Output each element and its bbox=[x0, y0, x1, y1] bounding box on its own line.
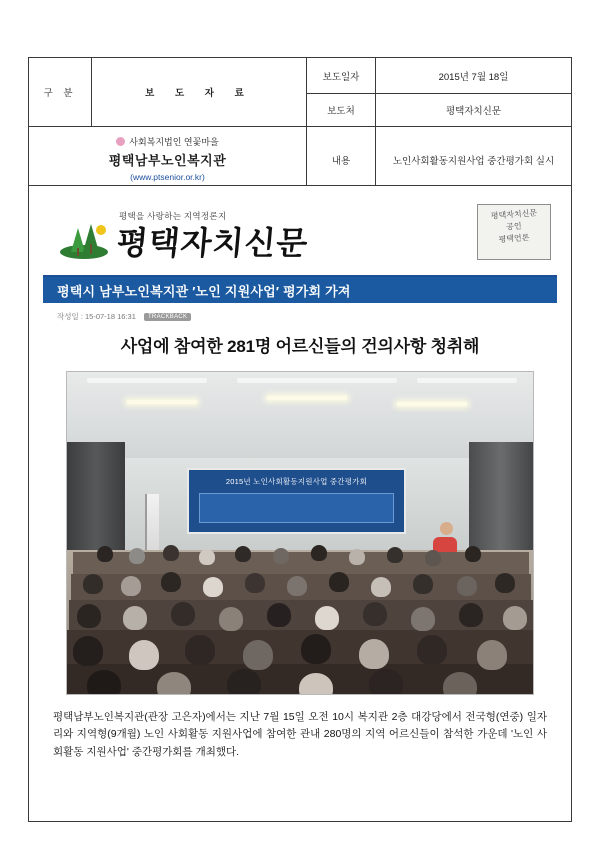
photo-ceiling-panel bbox=[237, 378, 397, 383]
photo-audience-head bbox=[371, 577, 391, 597]
photo-audience-head bbox=[97, 546, 113, 562]
photo-audience-head bbox=[163, 545, 179, 561]
masthead-slogan: 평택을 사랑하는 지역정론지 bbox=[119, 211, 227, 221]
stamp-line-3: 평택언론 bbox=[498, 232, 530, 245]
photo-ceiling-panel bbox=[417, 378, 517, 383]
photo-audience-head bbox=[287, 576, 307, 596]
article-caption: 평택남부노인복지관(관장 고은자)에서는 지난 7월 15일 오전 10시 복지관 2층 대강당에서 전국형(연중) 일자리와 지역형(9개월) 노인 사회활동 지원사업에 참여한 관내 280명의 지역 어르신들이 참석한 가운데 '노인 사회활동 지원사업' 중간평가회를 개최했다. bbox=[53, 711, 547, 758]
photo-audience-head bbox=[235, 546, 251, 562]
stamp-line-1: 평택자치신문 bbox=[490, 208, 538, 221]
photo-ceiling-light bbox=[127, 400, 197, 404]
organization-corporation-text: 사회복지법인 연꽃마을 bbox=[129, 137, 219, 148]
photo-projection-screen bbox=[187, 468, 406, 534]
masthead-stamp bbox=[477, 204, 551, 260]
photo-audience-head bbox=[465, 546, 481, 562]
stamp-line-2: 공인 bbox=[505, 221, 522, 232]
flower-icon bbox=[116, 137, 125, 146]
photo-audience-head bbox=[157, 672, 191, 695]
photo-screen-title: 2015년 노인사회활동지원사업 중간평가회 bbox=[225, 477, 368, 486]
photo-audience-head bbox=[219, 607, 243, 631]
photo-audience-head bbox=[161, 572, 181, 592]
photo-audience-head bbox=[301, 634, 331, 664]
byline-date: 작성일 : 15-07-18 16:31 bbox=[57, 312, 136, 321]
photo-screen-banner bbox=[199, 493, 394, 523]
article-byline bbox=[57, 311, 557, 322]
photo-audience-head bbox=[243, 640, 273, 670]
photo-ceiling bbox=[67, 372, 533, 458]
organization-name: 평택남부노인복지관 bbox=[108, 152, 227, 168]
photo-audience-head bbox=[363, 602, 387, 626]
photo-audience-head bbox=[121, 576, 141, 596]
photo-audience-head bbox=[413, 574, 433, 594]
photo-audience-head bbox=[123, 606, 147, 630]
photo-audience bbox=[67, 540, 533, 694]
photo-audience-head bbox=[299, 673, 333, 695]
photo-ceiling-panel bbox=[87, 378, 207, 383]
photo-audience-head bbox=[459, 603, 483, 627]
table-row bbox=[29, 58, 572, 94]
photo-audience-head bbox=[77, 604, 101, 628]
photo-audience-head bbox=[457, 576, 477, 596]
content-label: 내용 bbox=[307, 127, 376, 194]
content-value: 노인사회활동지원사업 중간평가회 실시 bbox=[376, 127, 572, 194]
press-release-header-table bbox=[28, 57, 572, 194]
photo-audience-head bbox=[359, 639, 389, 669]
photo-ceiling-light bbox=[267, 396, 347, 400]
photo-audience-head bbox=[387, 547, 403, 563]
photo-audience-head bbox=[443, 672, 477, 695]
photo-audience-head bbox=[267, 603, 291, 627]
photo-person-head bbox=[440, 522, 453, 535]
article-photo bbox=[66, 371, 534, 695]
photo-audience-head bbox=[83, 574, 103, 594]
date-label: 보도일자 bbox=[307, 58, 376, 94]
article-subheadline: 사업에 참여한 281명 어르신들의 건의사항 청취해 bbox=[120, 337, 480, 356]
photo-audience-head bbox=[311, 545, 327, 561]
photo-audience-head bbox=[203, 577, 223, 597]
news-article-clipping bbox=[28, 185, 572, 822]
photo-audience-head bbox=[503, 606, 527, 630]
photo-audience-head bbox=[171, 602, 195, 626]
photo-audience-head bbox=[227, 669, 261, 695]
photo-audience-head bbox=[129, 640, 159, 670]
photo-audience-head bbox=[495, 573, 515, 593]
photo-audience-head bbox=[87, 670, 121, 695]
date-value: 2015년 7월 18일 bbox=[376, 58, 572, 94]
photo-audience-head bbox=[199, 549, 215, 565]
photo-audience-head bbox=[315, 606, 339, 630]
photo-audience-head bbox=[425, 550, 441, 566]
article-headline: 평택시 남부노인복지관 ′노인 지원사업′ 평가회 가져 bbox=[57, 284, 351, 299]
newspaper-masthead bbox=[43, 198, 557, 273]
photo-audience-head bbox=[73, 636, 103, 666]
organization-block bbox=[29, 127, 307, 194]
organization-website[interactable]: (www.ptsenior.or.kr) bbox=[130, 172, 205, 183]
masthead-title: 평택자치신문 bbox=[115, 224, 310, 262]
photo-audience-head bbox=[369, 669, 403, 695]
photo-audience-head bbox=[477, 640, 507, 670]
photo-audience-head bbox=[185, 635, 215, 665]
newspaper-logo-icon bbox=[57, 212, 111, 260]
photo-audience-head bbox=[273, 548, 289, 564]
press-value: 평택자치신문 bbox=[376, 94, 572, 127]
photo-audience-head bbox=[417, 635, 447, 665]
photo-audience-head bbox=[329, 572, 349, 592]
photo-audience-head bbox=[349, 549, 365, 565]
photo-audience-head bbox=[245, 573, 265, 593]
organization-corporation bbox=[32, 136, 303, 148]
table-row bbox=[29, 127, 572, 194]
photo-audience-head bbox=[411, 607, 435, 631]
document-type-title: 보 도 자 료 bbox=[92, 58, 307, 127]
press-label: 보도처 bbox=[307, 94, 376, 127]
photo-audience-head bbox=[129, 548, 145, 564]
gubun-label: 구 분 bbox=[29, 58, 92, 127]
photo-ceiling-light bbox=[397, 402, 467, 406]
trackback-button[interactable]: TRACKBACK bbox=[144, 313, 191, 321]
